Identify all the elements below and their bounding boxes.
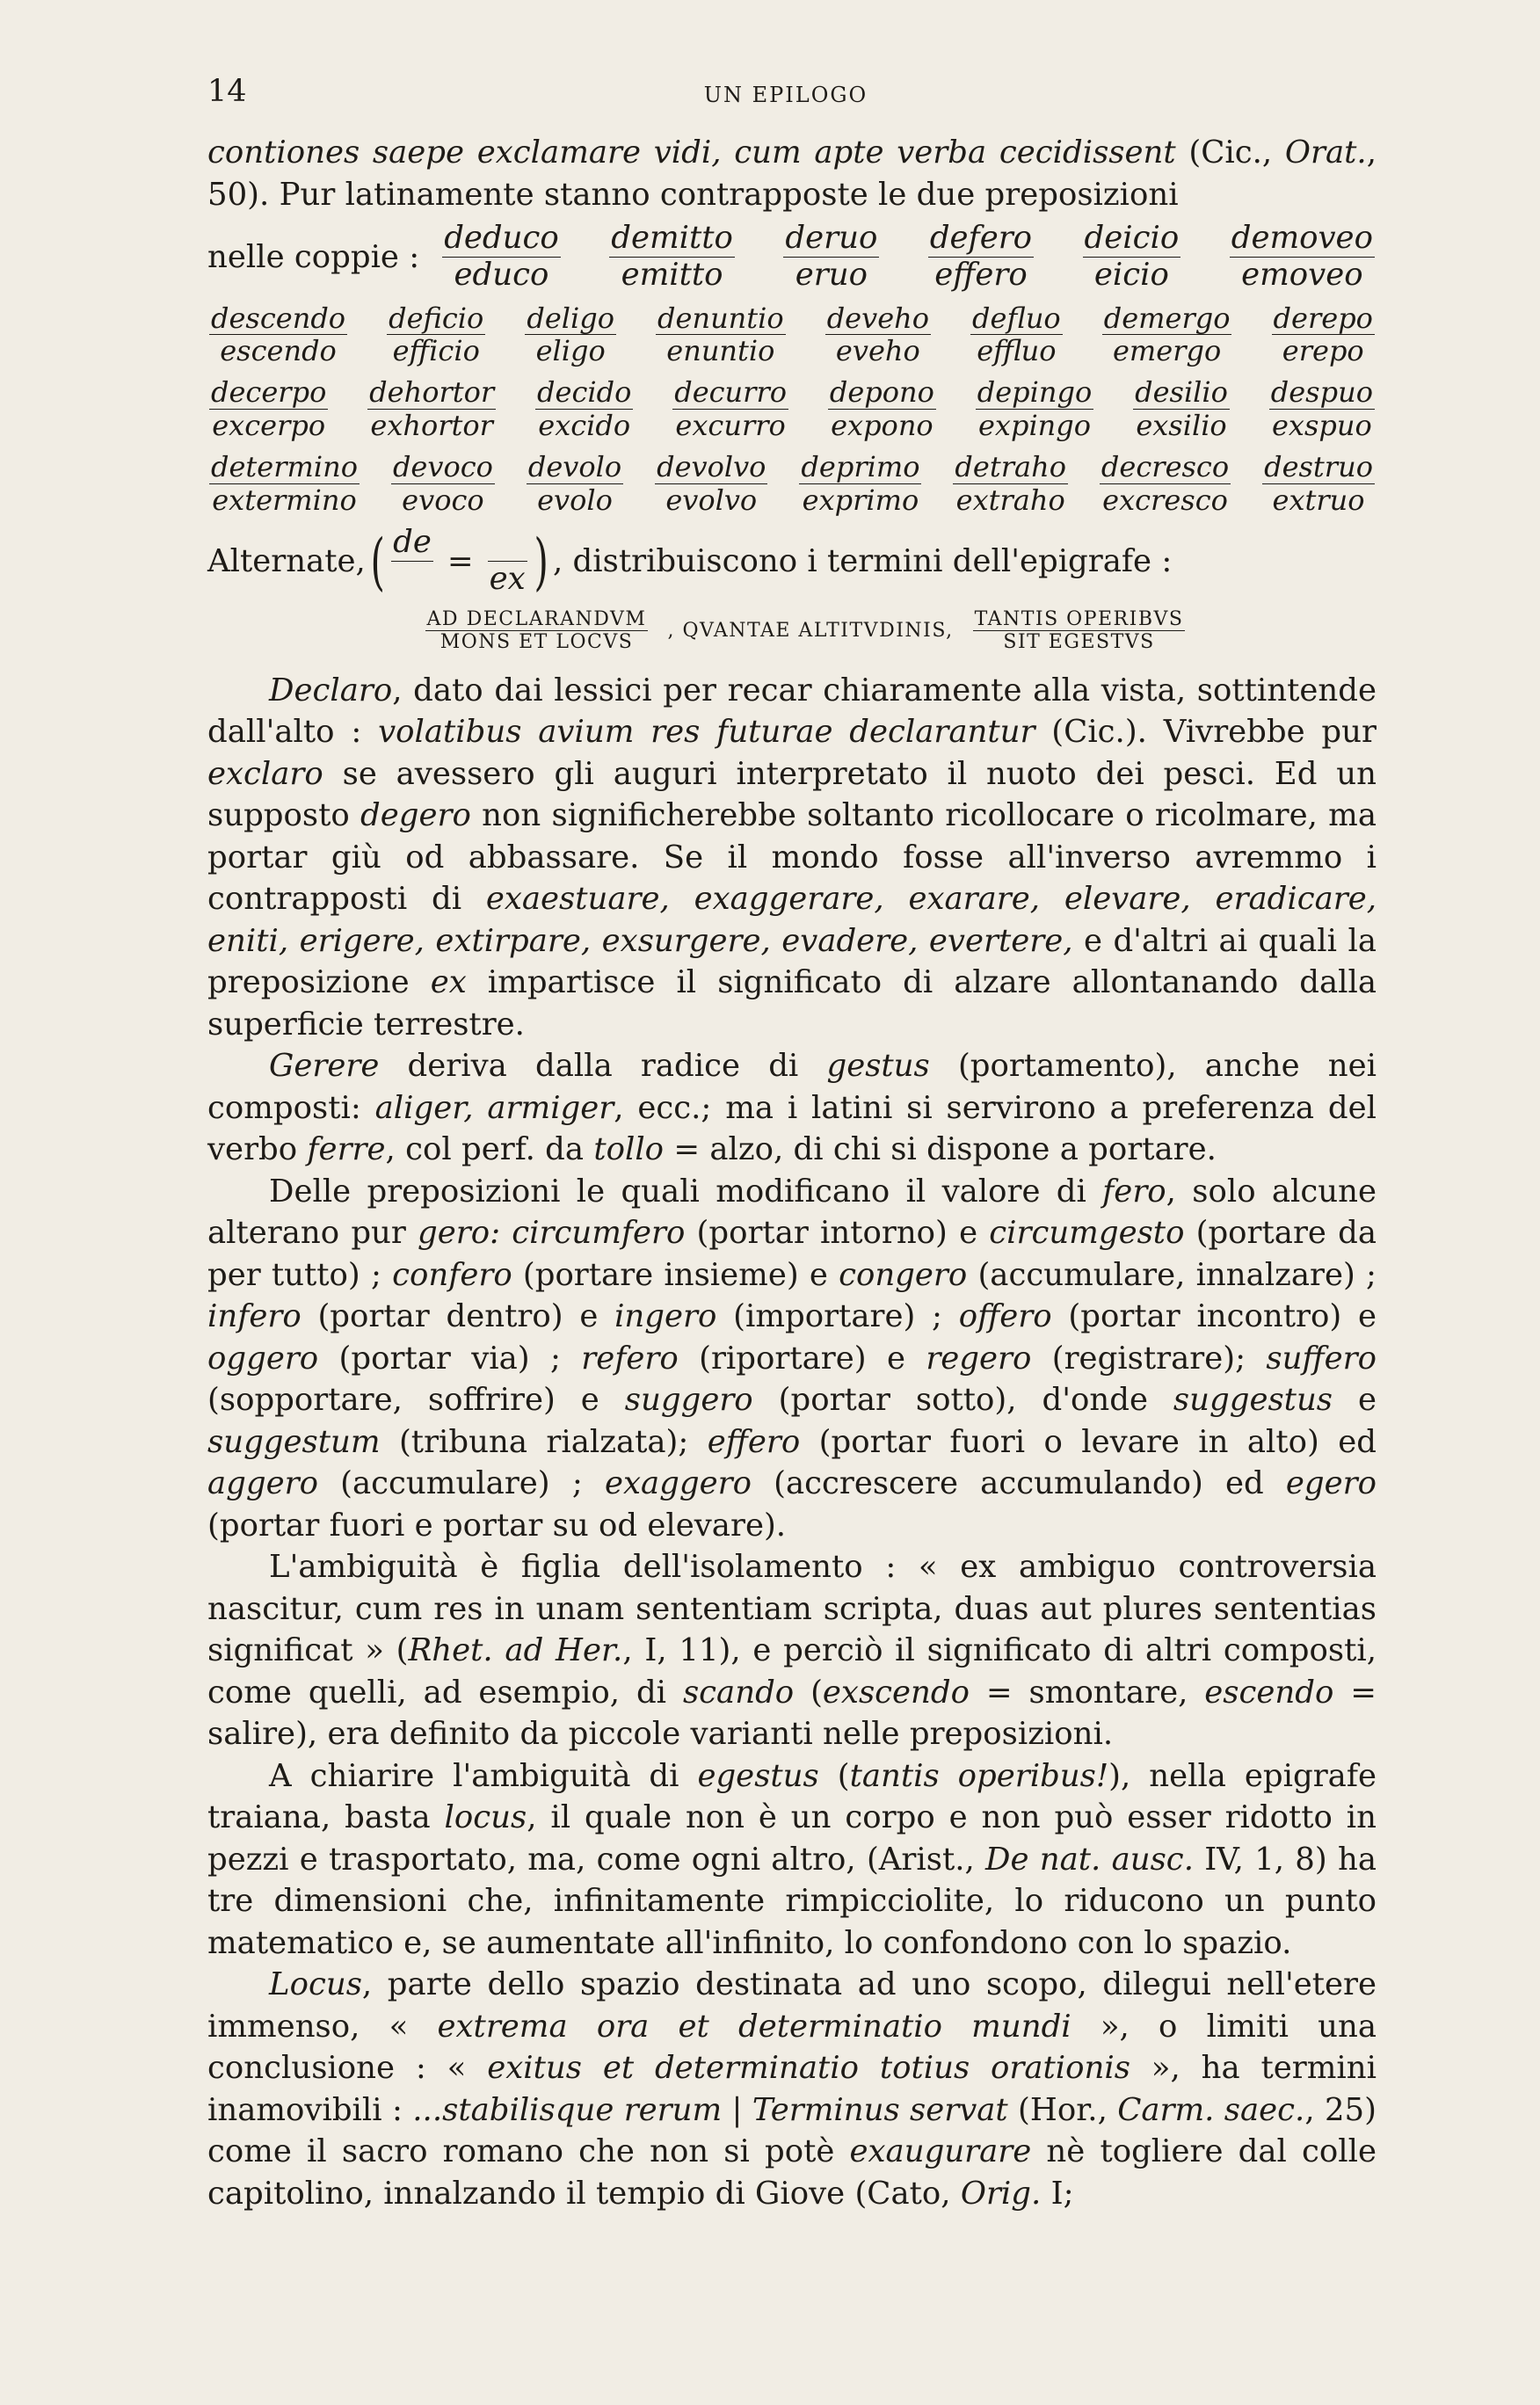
pair-denominator: extraho <box>955 483 1065 517</box>
pair-numerator: depingo <box>977 375 1093 410</box>
paragraph-ambiguita: L'ambiguità è figlia dell'isolamento : « ex ambiguo controversia nascitur, cum res in unam sententiam scripta, duas aut plures sententias significat » (Rhet. ad Her., I, 11), e perciò il significato di altri composti, come quelli, ad esempio, di scando (exscendo = smontare, escendo = salire), era definito da piccole varianti nelle preposizioni. <box>207 1549 1377 1753</box>
word-pair-fraction <box>1133 376 1230 442</box>
word-pair-fraction <box>1102 302 1232 368</box>
word-pair-fraction <box>928 221 1034 294</box>
pair-numerator: demoveo <box>1231 220 1373 256</box>
pair-denominator: excurro <box>675 409 786 443</box>
pair-denominator: erepo <box>1282 334 1364 368</box>
word-pair-fraction <box>976 376 1094 442</box>
alternate-fraction-de: de <box>393 524 432 561</box>
word-pair-fraction <box>783 221 879 294</box>
word-pair-fraction <box>953 451 1068 517</box>
epigraph-middle: , QVANTAE ALTITVDINIS, <box>667 620 954 643</box>
pair-numerator: descendo <box>211 301 346 335</box>
pair-denominator: exspuo <box>1271 409 1372 443</box>
pair-numerator: decresco <box>1101 449 1230 483</box>
page-header <box>207 74 1364 118</box>
word-pair-fraction <box>1100 451 1231 517</box>
running-head: UN EPILOGO <box>703 83 868 107</box>
pair-numerator: desilio <box>1135 375 1228 410</box>
pair-numerator: defero <box>929 220 1033 256</box>
pair-numerator: deveho <box>826 301 929 335</box>
pairs-row-4 <box>207 451 1377 517</box>
pair-denominator: expingo <box>977 409 1092 443</box>
word-pair-fraction <box>387 302 485 368</box>
pairs-row-1 <box>207 221 1377 294</box>
pair-numerator: deprimo <box>801 449 920 483</box>
pair-denominator: effero <box>934 256 1028 293</box>
pair-numerator: determino <box>211 449 358 483</box>
pair-denominator: exhortor <box>370 409 493 443</box>
pair-numerator: demergo <box>1103 301 1231 335</box>
word-pair-fraction <box>1272 302 1375 368</box>
word-pair-fraction <box>535 376 633 442</box>
pair-denominator: evoco <box>402 483 484 517</box>
word-pair-fraction <box>970 302 1063 368</box>
page-number: 14 <box>207 74 247 109</box>
right-brace: ) <box>534 525 548 598</box>
word-pair-fraction <box>825 302 931 368</box>
pair-numerator: despuo <box>1270 375 1373 410</box>
pairs-row-2 <box>207 302 1377 368</box>
pair-denominator: exsilio <box>1136 409 1227 443</box>
pair-denominator: expono <box>831 409 933 443</box>
word-pair-fraction <box>209 302 347 368</box>
word-pair-fraction <box>209 451 360 517</box>
pair-denominator: exprimo <box>802 483 919 517</box>
pair-denominator: evolvo <box>665 483 758 517</box>
pair-numerator: decerpo <box>211 375 327 410</box>
paragraph-gerere: Gerere deriva dalla radice di gestus (portamento), anche nei composti: aliger, armiger, ecc.; ma i latini si servirono a preferenza del verbo ferre, col perf. da tollo = alzo, di chi si dispone a portare. <box>207 1048 1377 1168</box>
pair-numerator: detraho <box>955 449 1066 483</box>
word-pair-fraction <box>656 302 786 368</box>
word-pair-fraction <box>209 376 328 442</box>
pair-numerator: devolo <box>527 449 622 483</box>
pair-denominator: eligo <box>535 334 606 368</box>
pairs-row-3 <box>207 376 1377 442</box>
pair-denominator: evolo <box>537 483 613 517</box>
pair-numerator: denuntio <box>657 301 784 335</box>
pair-numerator: devoco <box>392 449 493 483</box>
word-pair-fraction <box>1262 451 1375 517</box>
epigraph <box>207 608 1377 654</box>
pair-numerator: demitto <box>611 220 733 256</box>
word-pair-fraction <box>442 221 561 294</box>
word-pair-fraction <box>655 451 767 517</box>
alternate-fraction-ex: ex <box>488 525 527 598</box>
pair-numerator: destruo <box>1264 449 1373 483</box>
pair-numerator: deruo <box>785 220 878 256</box>
pair-denominator: emoveo <box>1241 256 1363 293</box>
word-pair-fraction <box>391 451 495 517</box>
pair-denominator: enuntio <box>666 334 775 368</box>
epigraph-left: $\frac{\text{AD DECLARANDVM}}{\text{MONS ET LOCVS}}$ <box>426 608 647 654</box>
pair-numerator: deduco <box>444 220 559 256</box>
pair-numerator: defluo <box>972 301 1061 335</box>
pair-denominator: excresco <box>1102 483 1228 517</box>
word-pair-fraction <box>1269 376 1375 442</box>
body-text <box>207 132 1377 2214</box>
pair-denominator: educo <box>454 256 549 293</box>
word-pair-fraction <box>672 376 788 442</box>
paragraph-egestus: A chiarire l'ambiguità di egestus (tantis operibus!), nella epigrafe traiana, basta locus, il quale non è un corpo e non può esser ridotto in pezzi e trasportato, ma, come ogni altro, (Arist., De nat. ausc. IV, 1, 8) ha tre dimensioni che, infinitamente rimpicciolite, lo riducono un punto matematico e, se aumentate all'infinito, lo confondono con lo spazio. <box>207 1757 1377 1961</box>
word-pair-fraction <box>828 376 936 442</box>
pair-denominator: eveho <box>835 334 920 368</box>
paragraph-locus: Locus, parte dello spazio destinata ad uno scopo, dilegui nell'etere immenso, « extrema ora et determinatio mundi », o limiti una conclusione : « exitus et determinatio totius orationis », ha termini inamovibili : ...stabilisque rerum | Terminus servat (Hor., Carm. saec., 25) come il sacro romano che non si potè exaugurare nè togliere dal colle capitolino, innalzando il tempio di Giove (Cato, Orig. I; <box>207 1966 1377 2212</box>
pair-numerator: deficio <box>389 301 484 335</box>
paragraph-declaro: Declaro, dato dai lessici per recar chiaramente alla vista, sottintende dall'alto : volatibus avium res futurae declarantur (Cic.). Vivrebbe pur exclaro se avessero gli auguri interpretato il nuoto dei pesci. Ed un supposto degero non significherebbe soltanto ricollocare o ricolmare, ma portar giù od abbassare. Se il mondo fosse all'inverso avremmo i contrapposti di exaestuare, exaggerare, exarare, elevare, eradicare, eniti, erigere, extirpare, exsurgere, evadere, evertere, e d'altri ai quali la preposizione ex impartisce il significato di alzare allontanando dalla superficie terrestre. <box>207 672 1377 1043</box>
word-pair-fraction <box>367 376 496 442</box>
word-pair-fraction <box>525 302 616 368</box>
word-pair-fraction <box>1230 221 1375 294</box>
pair-numerator: deicio <box>1084 220 1180 256</box>
word-pair-fraction <box>609 221 735 294</box>
pair-denominator: eicio <box>1093 256 1169 293</box>
pair-numerator: depono <box>829 375 934 410</box>
pair-numerator: derepo <box>1273 301 1373 335</box>
pair-denominator: escendo <box>220 334 337 368</box>
pair-denominator: emitto <box>621 256 723 293</box>
left-brace: ( <box>370 525 385 598</box>
pair-denominator: excerpo <box>212 409 326 443</box>
pair-denominator: extermino <box>212 483 357 517</box>
pair-denominator: effluo <box>977 334 1057 368</box>
pair-denominator: emergo <box>1112 334 1222 368</box>
pair-denominator: eruo <box>795 256 868 293</box>
word-pair-fraction <box>1083 221 1181 294</box>
opening-paragraph: contiones saepe exclamare vidi, cum apte verba cecidissent (Cic., Orat., 50). Pur latinamente stanno contrapposte le due preposizioni <box>207 134 1377 213</box>
pair-denominator: efficio <box>392 334 480 368</box>
pair-numerator: decurro <box>674 375 788 410</box>
pair-denominator: excido <box>538 409 631 443</box>
paragraph-preposizioni: Delle preposizioni le quali modificano il valore di fero, solo alcune alterano pur gero: circumfero (portar intorno) e circumgesto (portare da per tutto) ; confero (portare insieme) e congero (accumulare, innalzare) ; infero (portar dentro) e ingero (importare) ; offero (portar incontro) e oggero (portar via) ; refero (riportare) e regero (registrare); suffero (sopportare, soffrire) e suggero (portar sotto), d'onde suggestus e suggestum (tribuna rialzata); effero (portar fuori o levare in alto) ed aggero (accumulare) ; exaggero (accrescere accumulando) ed egero (portar fuori e portar su od elevare). <box>207 1173 1377 1544</box>
epigraph-right: $\frac{\text{TANTIS OPERIBVS}}{\text{SIT EGESTVS}}$ <box>974 608 1184 654</box>
pair-numerator: deligo <box>527 301 614 335</box>
pair-numerator: decido <box>537 375 632 410</box>
word-pair-fraction <box>527 451 623 517</box>
pair-numerator: dehortor <box>369 375 495 410</box>
pair-numerator: devolvo <box>657 449 766 483</box>
pairs-label: nelle coppie : <box>207 238 420 275</box>
word-pair-fraction <box>799 451 921 517</box>
pair-denominator: extruo <box>1272 483 1365 517</box>
alternate-line: Alternate, ( de = ex ) , distribuiscono i termini dell'epigrafe : <box>207 524 1173 598</box>
